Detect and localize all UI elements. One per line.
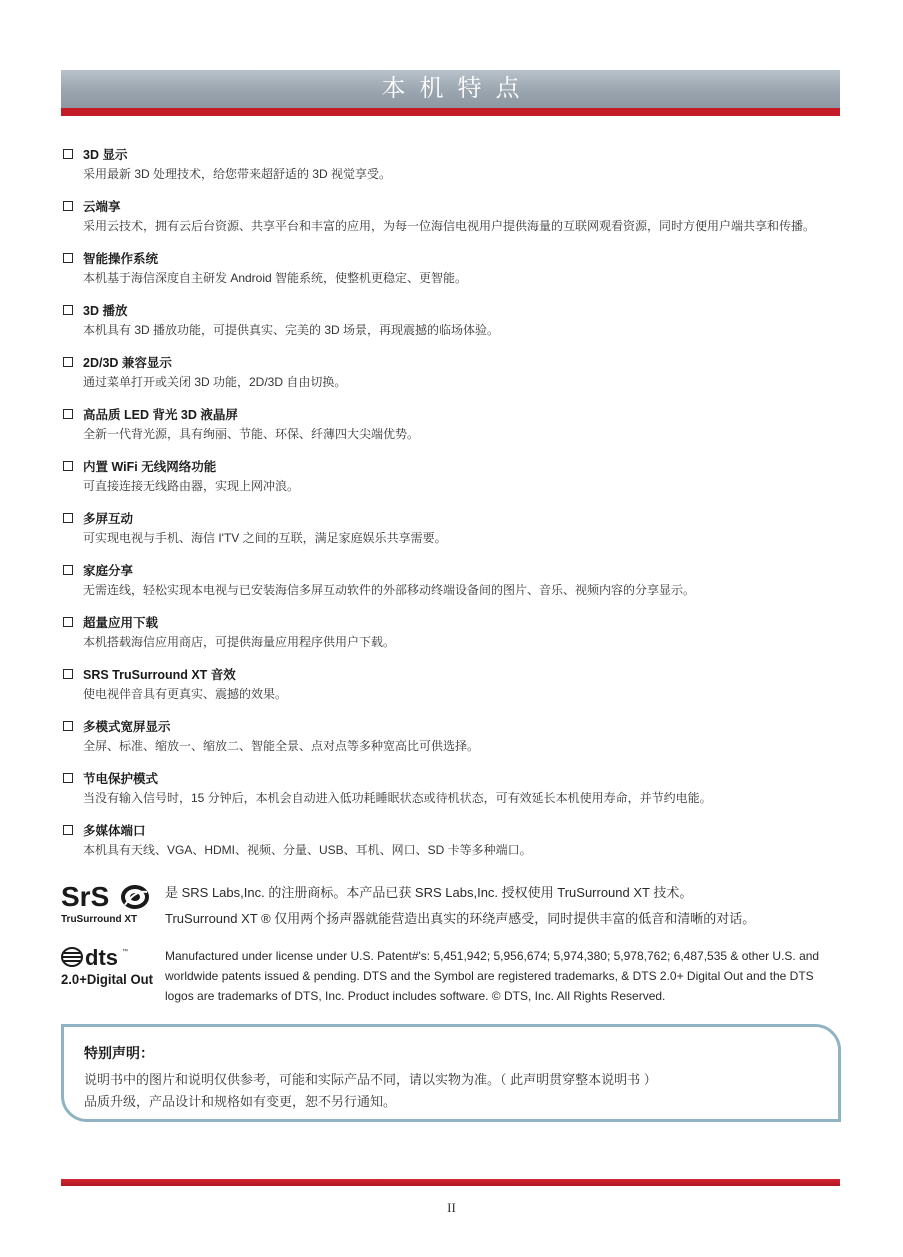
- checkbox-bullet-icon: [63, 305, 73, 315]
- srs-trademark-text: [165, 880, 855, 932]
- feature-description: 当没有输入信号时，15 分钟后，本机会自动进入低功耗睡眠状态或待机状态，可有效延长本机使用寿命，并节约电能。: [83, 791, 712, 805]
- feature-description: 通过菜单打开或关闭 3D 功能，2D/3D 自由切换。: [83, 375, 347, 389]
- feature-heading: [63, 198, 843, 214]
- feature-item: [63, 614, 843, 652]
- feature-item: [63, 822, 843, 860]
- feature-title: 多屏互动: [83, 512, 134, 526]
- feature-heading: [63, 718, 843, 734]
- feature-description: 本机具有 3D 播放功能，可提供真实、完美的 3D 场景，再现震撼的临场体验。: [83, 323, 500, 337]
- section-title: 本机特点: [381, 75, 534, 102]
- checkbox-bullet-icon: [63, 773, 73, 783]
- feature-item: [63, 666, 843, 704]
- feature-heading: [63, 822, 843, 838]
- feature-description: 本机搭载海信应用商店，可提供海量应用程序供用户下载。: [83, 635, 396, 649]
- feature-heading: [63, 406, 843, 422]
- feature-item: [63, 718, 843, 756]
- notice-line-2: 品质升级，产品设计和规格如有变更，恕不另行通知。: [84, 1094, 397, 1109]
- footer-red-bar: [61, 1179, 840, 1186]
- feature-description: 本机基于海信深度自主研发 Android 智能系统，使整机更稳定、更智能。: [83, 271, 468, 285]
- checkbox-bullet-icon: [63, 721, 73, 731]
- checkbox-bullet-icon: [63, 565, 73, 575]
- dts-license-text: Manufactured under license under U.S. Patent#'s: 5,451,942; 5,956,674; 5,974,380; 5,978,762; 6,487,535 & other U.S. and worldwide patents issued & pending. DTS and the Symbol are registered trademarks, & DTS 2.0+ Digital Out and the DTS logos are trademarks of DTS, Inc. Product includes software. © DTS, Inc. All Rights Reserved.: [165, 949, 820, 1003]
- checkbox-bullet-icon: [63, 253, 73, 263]
- srs-logo-subtitle: TruSurround XT: [61, 914, 138, 924]
- feature-item: [63, 146, 843, 184]
- checkbox-bullet-icon: [63, 825, 73, 835]
- feature-description: 无需连线，轻松实现本电视与已安装海信多屏互动软件的外部移动终端设备间的图片、音乐、视频内容的分享显示。: [83, 583, 696, 597]
- section-header-bar: [61, 70, 840, 108]
- feature-heading: [63, 614, 843, 630]
- feature-heading: [63, 458, 843, 474]
- feature-title: 3D 播放: [83, 304, 128, 318]
- checkbox-bullet-icon: [63, 669, 73, 679]
- feature-heading: [63, 354, 843, 370]
- page-number: II: [447, 1200, 456, 1215]
- checkbox-bullet-icon: [63, 149, 73, 159]
- feature-description: 采用最新 3D 处理技术，给您带来超舒适的 3D 视觉享受。: [83, 167, 392, 181]
- feature-heading: [63, 146, 843, 162]
- feature-title: 超量应用下载: [83, 616, 159, 630]
- feature-description: 全屏、标准、缩放一、缩放二、智能全景、点对点等多种宽高比可供选择。: [83, 739, 480, 753]
- feature-description: 采用云技术，拥有云后台资源、共享平台和丰富的应用，为每一位海信电视用户提供海量的互联网观看资源，同时方便用户端共享和传播。: [83, 219, 816, 233]
- feature-heading: [63, 302, 843, 318]
- srs-line-1: 是 SRS Labs,Inc. 的注册商标。本产品已获 SRS Labs,Inc. 授权使用 TruSurround XT 技术。: [165, 885, 693, 900]
- srs-logo: [61, 880, 153, 924]
- srs-logo-text: SrS: [61, 881, 110, 912]
- feature-item: [63, 250, 843, 288]
- feature-heading: [63, 770, 843, 786]
- feature-item: [63, 354, 843, 392]
- feature-item: [63, 198, 843, 236]
- feature-title: SRS TruSurround XT 音效: [83, 668, 236, 682]
- notice-title: 特别声明：: [84, 1045, 154, 1061]
- feature-title: 云端享: [83, 200, 121, 214]
- special-notice-box: [61, 1024, 841, 1122]
- feature-title: 家庭分享: [83, 564, 134, 578]
- feature-description: 本机具有天线、VGA、HDMI、视频、分量、USB、耳机、网口、SD 卡等多种端口。: [83, 843, 532, 857]
- dts-tm: ™: [122, 949, 128, 955]
- feature-description: 可直接连接无线路由器，实现上网冲浪。: [83, 479, 300, 493]
- feature-title: 智能操作系统: [83, 252, 159, 266]
- dts-logo: [61, 946, 157, 990]
- dts-logo-text: dts: [85, 946, 118, 970]
- checkbox-bullet-icon: [63, 357, 73, 367]
- feature-item: [63, 458, 843, 496]
- feature-title: 2D/3D 兼容显示: [83, 356, 172, 370]
- feature-title: 高品质 LED 背光 3D 液晶屏: [83, 408, 238, 422]
- checkbox-bullet-icon: [63, 513, 73, 523]
- checkbox-bullet-icon: [63, 201, 73, 211]
- dts-logo-subtitle: 2.0+Digital Out: [61, 971, 154, 987]
- feature-heading: [63, 562, 843, 578]
- checkbox-bullet-icon: [63, 409, 73, 419]
- feature-description: 全新一代背光源，具有绚丽、节能、环保、纤薄四大尖端优势。: [83, 427, 420, 441]
- feature-title: 多媒体端口: [83, 824, 146, 838]
- feature-description: 可实现电视与手机、海信 I'TV 之间的互联，满足家庭娱乐共享需要。: [83, 531, 447, 545]
- feature-item: [63, 562, 843, 600]
- header-red-stripe: [61, 108, 840, 116]
- checkbox-bullet-icon: [63, 617, 73, 627]
- feature-title: 内置 WiFi 无线网络功能: [83, 460, 217, 474]
- notice-line-1: 说明书中的图片和说明仅供参考，可能和实际产品不同，请以实物为准。（ 此声明贯穿整本说明书 ）: [84, 1072, 657, 1087]
- feature-heading: [63, 510, 843, 526]
- checkbox-bullet-icon: [63, 461, 73, 471]
- srs-line-2: TruSurround XT ® 仅用两个扬声器就能营造出真实的环绕声感受，同时提供丰富的低音和清晰的对话。: [165, 911, 756, 926]
- feature-item: [63, 510, 843, 548]
- feature-heading: [63, 250, 843, 266]
- feature-description: 使电视伴音具有更真实、震撼的效果。: [83, 687, 288, 701]
- feature-title: 3D 显示: [83, 148, 128, 162]
- feature-title: 多模式宽屏显示: [83, 720, 171, 734]
- feature-item: [63, 770, 843, 808]
- feature-title: 节电保护模式: [83, 772, 159, 786]
- feature-heading: [63, 666, 843, 682]
- feature-item: [63, 302, 843, 340]
- feature-item: [63, 406, 843, 444]
- feature-list: [63, 146, 843, 874]
